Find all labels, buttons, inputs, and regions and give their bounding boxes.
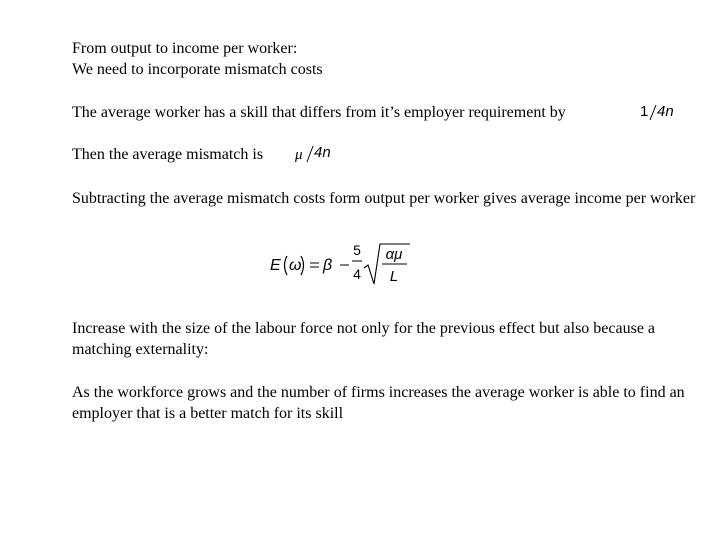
mismatch-fraction-expression xyxy=(294,142,340,166)
intro-line-1: From output to income per worker: xyxy=(72,40,298,57)
skill-fraction-denominator: 4n xyxy=(657,103,674,120)
workforce-text: As the workforce grows and the number of firms increases the average worker is able to find an employer that is a better match for its skill xyxy=(72,384,685,422)
income-text: Subtracting the average mismatch costs form output per worker gives average income per worker xyxy=(72,190,696,207)
increase-paragraph xyxy=(72,318,672,360)
workforce-paragraph xyxy=(72,382,697,424)
formula-coef-numerator: 5 xyxy=(353,242,361,258)
mismatch-fraction-slash xyxy=(307,146,313,162)
skill-paragraph xyxy=(72,102,702,123)
formula-left-paren xyxy=(285,256,288,275)
formula-beta: β xyxy=(323,257,333,274)
skill-fraction-expression xyxy=(638,100,678,124)
intro-block xyxy=(72,38,702,80)
mismatch-fraction-denominator: 4n xyxy=(314,144,331,161)
skill-text: The average worker has a skill that differs from it’s employer requirement by xyxy=(72,104,566,121)
mismatch-text: Then the average mismatch is xyxy=(72,146,264,163)
intro-line-2: We need to incorporate mismatch costs xyxy=(72,61,323,78)
income-formula xyxy=(268,238,418,288)
increase-text: Increase with the size of the labour force not only for the previous effect but also because a matching externality: xyxy=(72,320,656,358)
income-paragraph xyxy=(72,188,697,209)
skill-fraction-slash xyxy=(650,105,656,120)
formula-radicand-denominator: L xyxy=(389,268,399,285)
formula-radicand-numerator: αμ xyxy=(385,246,403,263)
mismatch-paragraph xyxy=(72,144,702,165)
formula-argument: ω xyxy=(289,257,302,274)
skill-fraction-numerator: 1 xyxy=(640,103,649,120)
formula-lhs: E xyxy=(270,257,281,274)
formula-coef-denominator: 4 xyxy=(353,266,361,282)
mismatch-fraction-numerator: μ xyxy=(295,147,303,163)
